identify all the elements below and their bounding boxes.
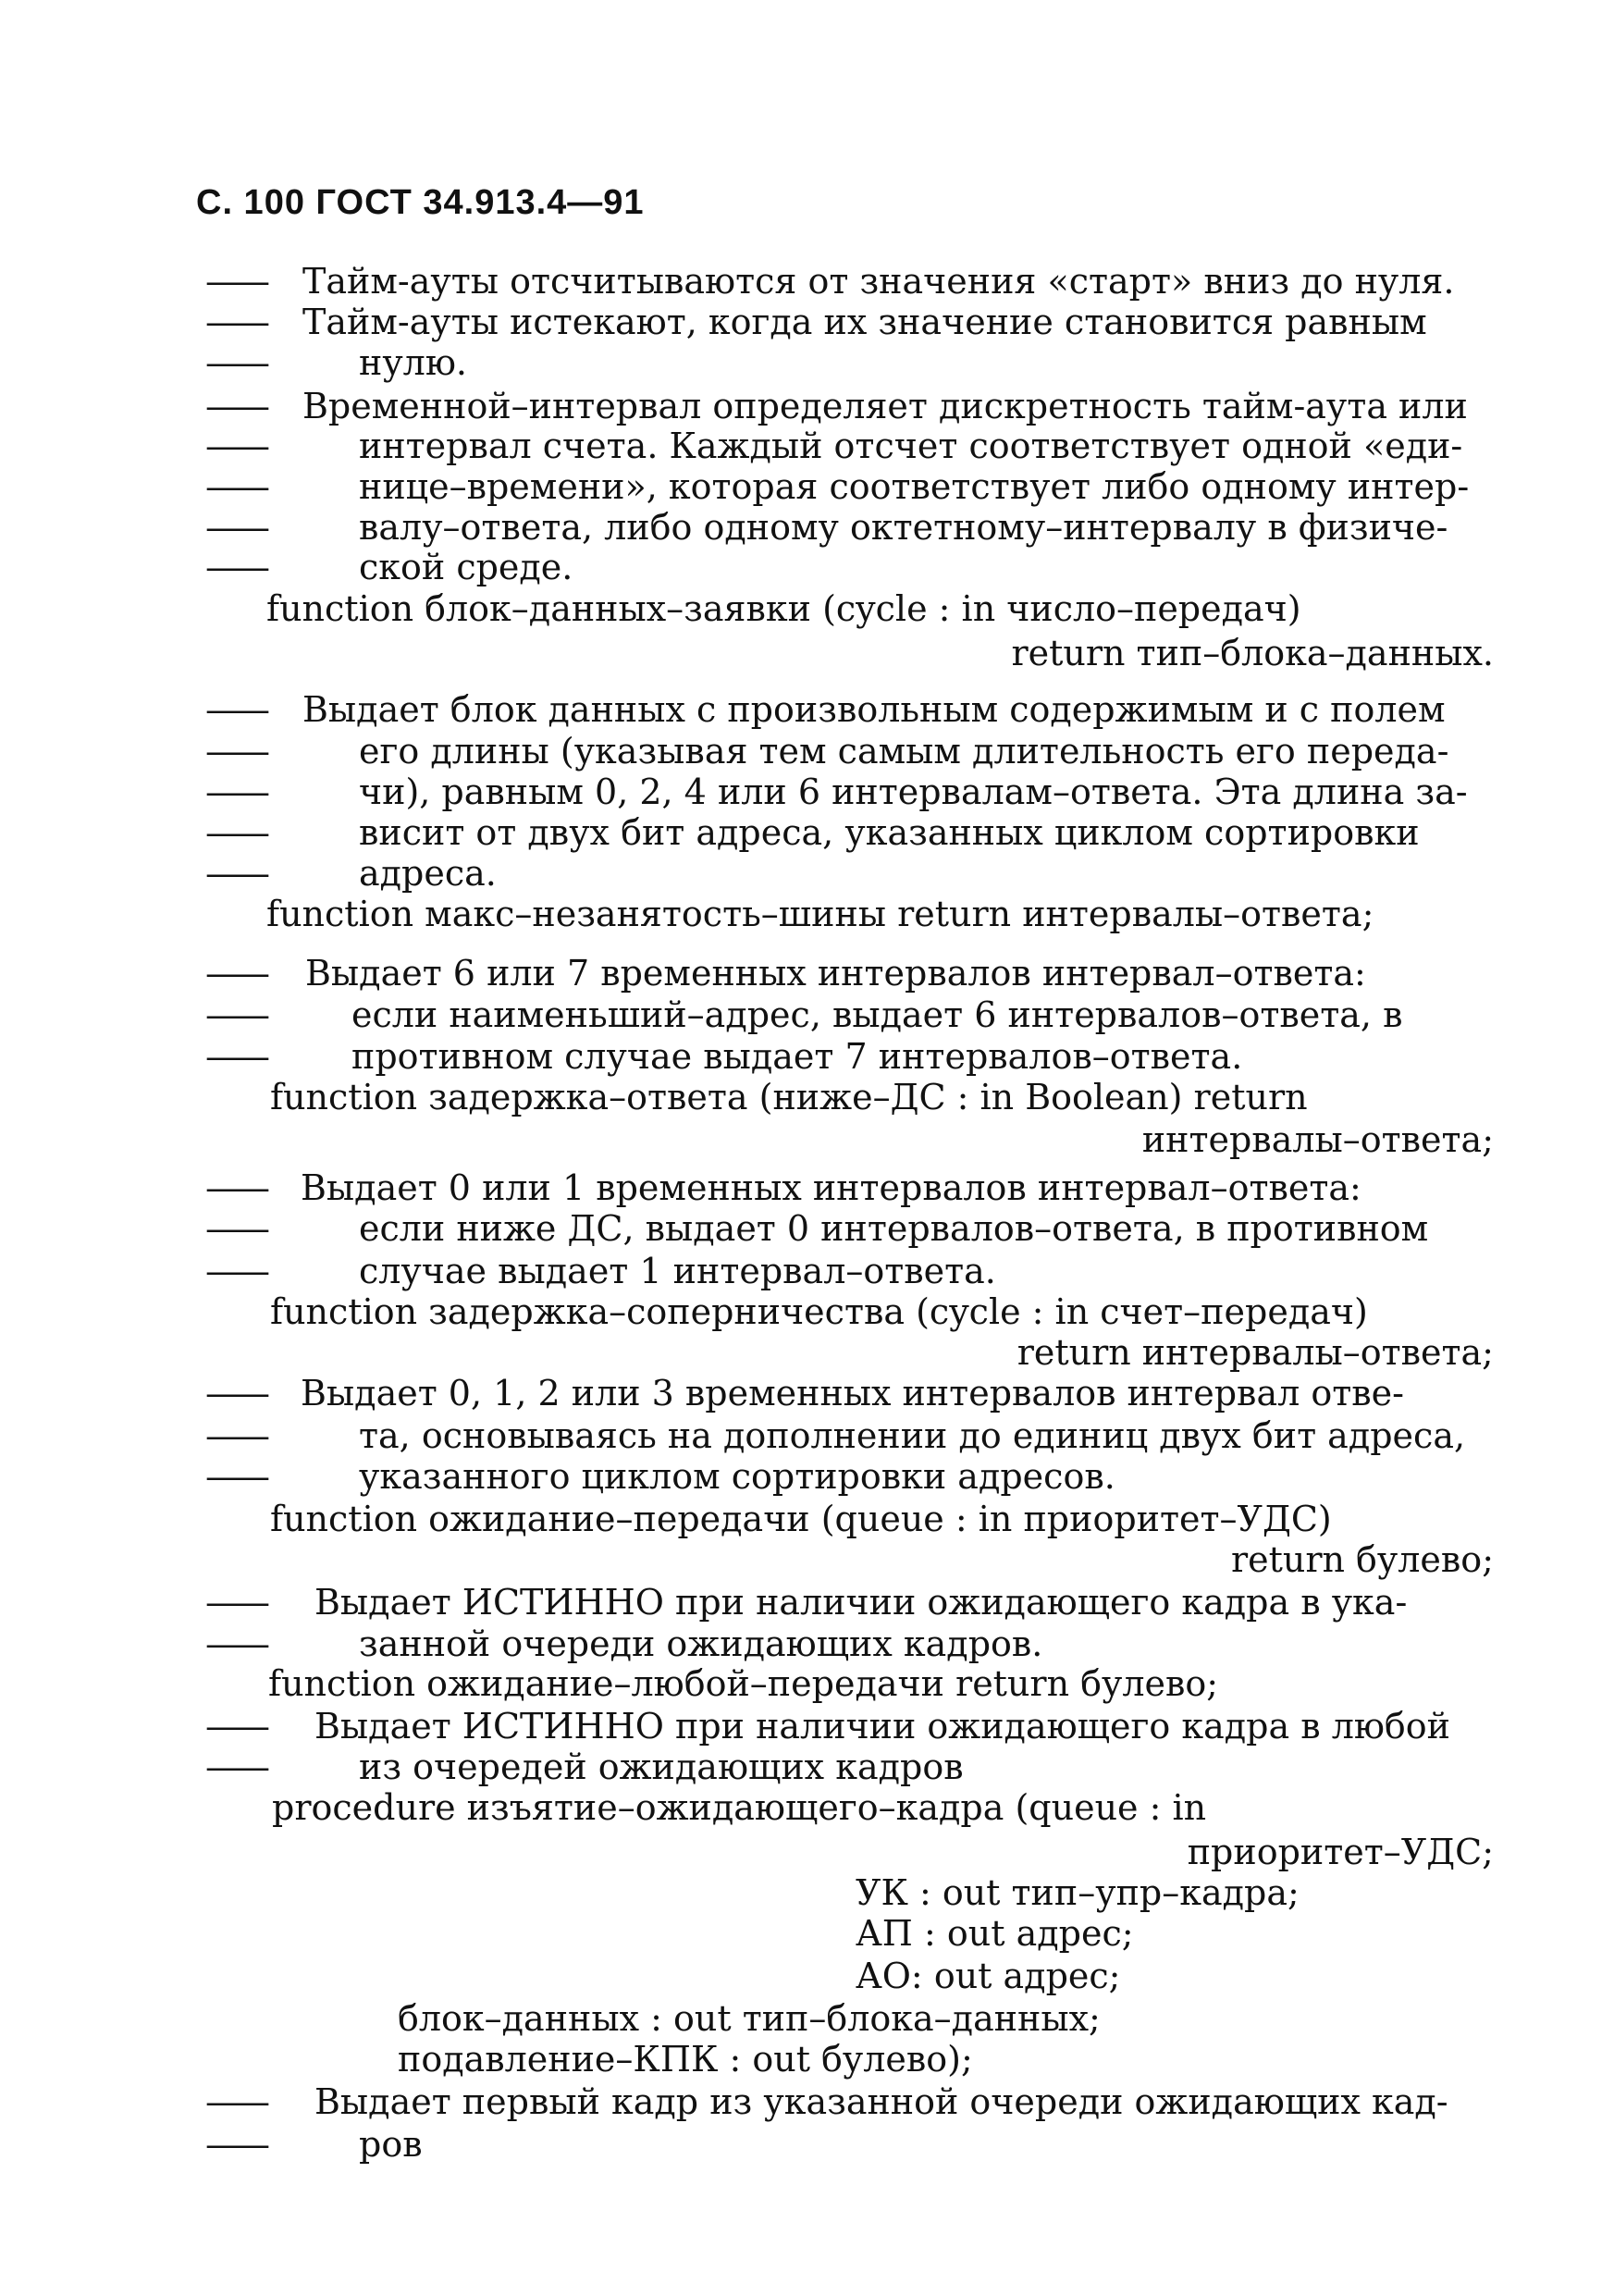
dash-marker: —— (205, 853, 265, 894)
comment-line: чи), равным 0, 2, 4 или 6 интервалам–ответа. Эта длина за- (359, 772, 1468, 812)
dash-marker: —— (205, 812, 265, 853)
comment-line: Выдает первый кадр из указанной очереди ожидающих кад- (314, 2081, 1448, 2122)
dash-marker: —— (205, 1208, 265, 1249)
dash-marker: —— (205, 2081, 265, 2122)
comment-line: адреса. (359, 853, 497, 894)
dash-marker: —— (205, 426, 265, 466)
comment-line: Выдает 0 или 1 временных интервалов интервал–ответа: (301, 1167, 1361, 1208)
comment-line: ской среде. (359, 547, 573, 587)
comment-line: если ниже ДС, выдает 0 интервалов–ответа, в противном (359, 1208, 1429, 1249)
comment-line: Тайм-ауты истекают, когда их значение становится равным (302, 302, 1427, 342)
code-line: УК : out тип–упр–кадра; (856, 1872, 1300, 1913)
dash-marker: —— (205, 731, 265, 772)
comment-line: висит от двух бит адреса, указанных циклом сортировки (359, 812, 1420, 853)
dash-marker: —— (205, 547, 265, 587)
comment-line: Тайм-ауты отсчитываются от значения «старт» вниз до нуля. (302, 261, 1455, 302)
dash-marker: —— (205, 2124, 265, 2165)
dash-marker: —— (205, 1582, 265, 1623)
dash-marker: —— (205, 1373, 265, 1413)
comment-line: Выдает 6 или 7 временных интервалов интервал–ответа: (305, 953, 1366, 994)
dash-marker: —— (205, 1623, 265, 1664)
dash-marker: —— (205, 342, 265, 383)
code-line: return интервалы–ответа; (1016, 1332, 1494, 1373)
dash-marker: —— (205, 261, 265, 302)
dash-marker: —— (205, 1706, 265, 1747)
code-line: АО: out адрес; (856, 1956, 1121, 1996)
dash-marker: —— (205, 1167, 265, 1208)
code-line: function блок–данных–заявки (cycle : in число–передач) (266, 588, 1301, 629)
code-line: блок–данных : out тип–блока–данных; (398, 1998, 1101, 2039)
comment-line: нулю. (359, 342, 467, 383)
code-line: function ожидание–передачи (queue : in приоритет–УДС) (270, 1499, 1332, 1539)
comment-line: та, основываясь на дополнении до единиц двух бит адреса, (359, 1415, 1466, 1456)
dash-marker: —— (205, 953, 265, 994)
code-line: интервалы–ответа; (1141, 1119, 1494, 1160)
code-line: function макс–незанятость–шины return интервалы–ответа; (266, 894, 1374, 934)
comment-line: нице–времени», которая соответствует либо одному интер- (359, 466, 1470, 507)
comment-line: его длины (указывая тем самым длительность его переда- (359, 731, 1449, 772)
dash-marker: —— (205, 386, 265, 426)
dash-marker: —— (205, 302, 265, 342)
comment-line: случае выдает 1 интервал–ответа. (359, 1251, 996, 1291)
comment-line: Выдает ИСТИННО при наличии ожидающего кадра в ука- (314, 1582, 1408, 1623)
comment-line: занной очереди ожидающих кадров. (359, 1623, 1043, 1664)
dash-marker: —— (205, 772, 265, 812)
code-line: return тип–блока–данных. (1011, 633, 1494, 673)
code-line: подавление–КПК : out булево); (398, 2039, 973, 2080)
code-line: procedure изъятие–ожидающего–кадра (queue : in (272, 1787, 1207, 1828)
comment-line: Временной–интервал определяет дискретность тайм-аута или (302, 386, 1468, 426)
comment-line: Выдает ИСТИННО при наличии ожидающего кадра в любой (314, 1706, 1451, 1747)
code-line: function задержка–соперничества (cycle : in счет–передач) (270, 1291, 1368, 1332)
code-line: приоритет–УДС; (1187, 1832, 1494, 1872)
code-line: function задержка–ответа (ниже–ДС : in Boolean) return (270, 1077, 1308, 1117)
comment-line: валу–ответа, либо одному октетному–интервалу в физиче- (359, 507, 1448, 548)
comment-line: ров (359, 2124, 423, 2165)
code-line: return булево; (1230, 1539, 1494, 1580)
comment-line: если наименьший–адрес, выдает 6 интервалов–ответа, в (351, 994, 1403, 1035)
dash-marker: —— (205, 1415, 265, 1456)
dash-marker: —— (205, 1251, 265, 1291)
page-header: С. 100 ГОСТ 34.913.4—91 (196, 183, 645, 222)
dash-marker: —— (205, 1747, 265, 1787)
dash-marker: —— (205, 466, 265, 507)
comment-line: противном случае выдает 7 интервалов–ответа. (351, 1036, 1243, 1077)
dash-marker: —— (205, 507, 265, 548)
comment-line: Выдает 0, 1, 2 или 3 временных интервалов интервал отве- (301, 1373, 1404, 1413)
comment-line: из очередей ожидающих кадров (359, 1747, 964, 1787)
comment-line: указанного циклом сортировки адресов. (359, 1456, 1115, 1497)
dash-marker: —— (205, 1036, 265, 1077)
dash-marker: —— (205, 689, 265, 730)
code-line: function ожидание–любой–передачи return булево; (268, 1663, 1219, 1704)
comment-line: интервал счета. Каждый отсчет соответствует одной «еди- (359, 426, 1463, 466)
dash-marker: —— (205, 994, 265, 1035)
code-line: АП : out адрес; (856, 1913, 1134, 1954)
comment-line: Выдает блок данных с произвольным содержимым и с полем (302, 689, 1446, 730)
dash-marker: —— (205, 1456, 265, 1497)
